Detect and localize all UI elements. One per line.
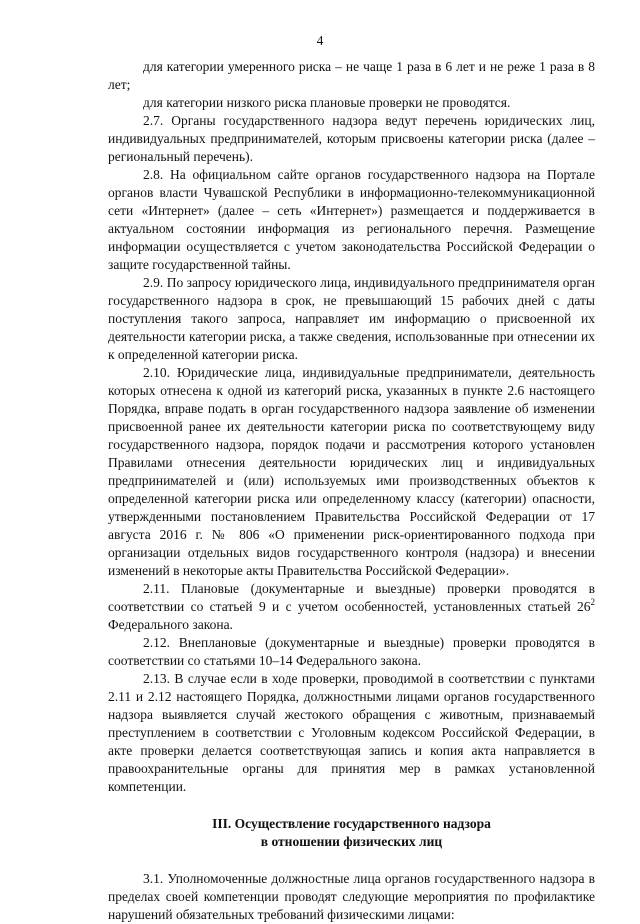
paragraph-2-11-text-end: Федерального закона. <box>108 617 233 632</box>
paragraph-2-9: 2.9. По запросу юридического лица, индивидуального предпринимателя орган государственного надзора в срок, не превышающий 15 рабочих дней с даты поступления такого запроса, направляет им информацию о присвоенной их деятельности категории риска, а также сведения, использованные при отнесении их к определенной категории риска. <box>108 275 595 362</box>
page-number: 4 <box>316 33 324 48</box>
paragraph-2-12: 2.12. Внеплановые (документарные и выездные) проверки проводятся в соответствии со статьями 10–14 Федерального закона. <box>108 635 595 668</box>
paragraph-low-risk: для категории низкого риска плановые проверки не проводятся. <box>143 95 511 110</box>
paragraph-3-1: 3.1. Уполномоченные должностные лица органов государственного надзора в пределах своей компетенции проводят следующие мероприятия по профилактике нарушений обязательных требований физическими лицами: <box>108 871 595 922</box>
article-superscript: 2 <box>590 596 595 607</box>
paragraph-moderate-risk: для категории умеренного риска – не чаще 1 раза в 6 лет и не реже 1 раза в 8 лет; <box>108 59 595 92</box>
document-body <box>108 58 595 924</box>
section-heading-line-2: в отношении физических лиц <box>260 834 443 849</box>
paragraph-2-13: 2.13. В случае если в ходе проверки, проводимой в соответствии с пунктами 2.11 и 2.12 настоящего Порядка, должностными лицами органов государственного надзора выявляется случай жестокого обращения с животным, признаваемый преступлением в соответствии с Уголовным кодексом Российской Федерации, в акте проверки делается соответствующая запись и копия акта направляется в правоохранительные органы для принятия мер в рамках установленной компетенции. <box>108 671 595 794</box>
paragraph-2-7: 2.7. Органы государственного надзора ведут перечень юридических лиц, индивидуальных предпринимателей, которым присвоены категории риска (далее – региональный перечень). <box>108 113 595 164</box>
paragraph-2-8: 2.8. На официальном сайте органов государственного надзора на Портале органов власти Чувашской Республики в информационно-телекоммуникационной сети «Интернет» (далее – сеть «Интернет») размещается и поддерживается в актуальном состоянии информация из регионального перечня. Размещение информации осуществляется с учетом законодательства Российской Федерации о защите государственной тайны. <box>108 167 595 272</box>
section-heading-line-1: III. Осуществление государственного надзора <box>212 816 491 831</box>
section-heading <box>108 815 595 851</box>
paragraph-2-10: 2.10. Юридические лица, индивидуальные предприниматели, деятельность которых отнесена к одной из категорий риска, указанных в пункте 2.6 настоящего Порядка, вправе подать в орган государственного надзора заявление об изменении присвоенной ранее их деятельности категории риска по соответствующему виду государственного надзора, порядок подачи и рассмотрения которого установлен Правилами отнесения деятельности юридических лиц и индивидуальных предпринимателей и (или) используемых ими производственных объектов к определенной категории риска или определенному классу (категории) опасности, утвержденными постановлением Правительства Российской Федерации от 17 августа 2016 г. № 806 «О применении риск-ориентированного подхода при организации отдельных видов государственного контроля (надзора) и внесении изменений в некоторые акты Правительства Российской Федерации». <box>108 365 595 578</box>
paragraph-2-11 <box>108 580 595 634</box>
paragraph-2-11-text: 2.11. Плановые (документарные и выездные) проверки проводятся в соответствии со статьей 9 и с учетом особенностей, установленных статьей 26 <box>108 581 595 614</box>
